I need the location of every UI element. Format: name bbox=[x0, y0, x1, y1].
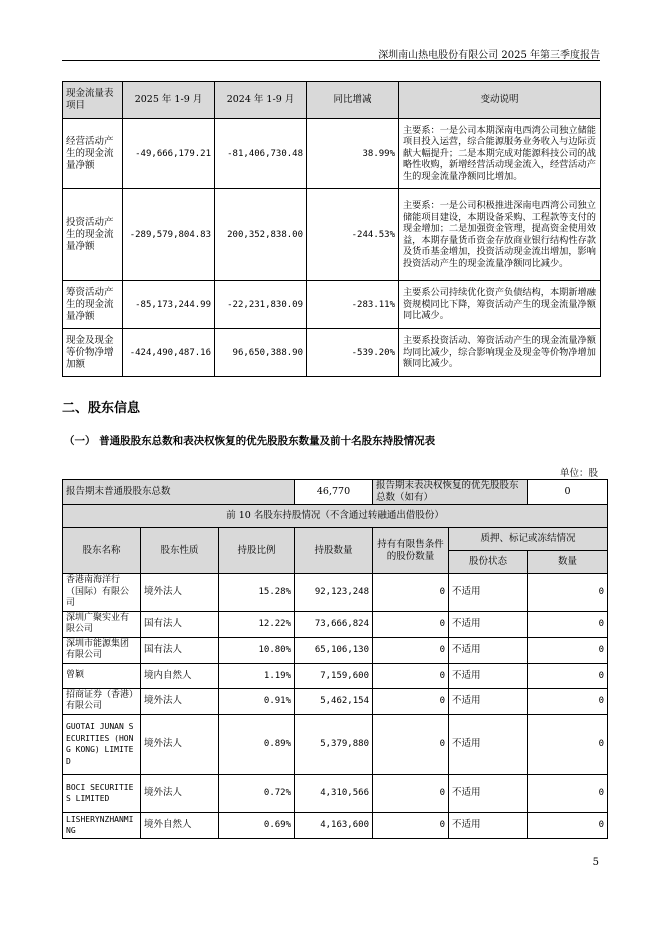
shareholder-table bbox=[62, 479, 608, 839]
holder-ratio: 12.22% bbox=[219, 611, 295, 637]
total-holders-row bbox=[63, 480, 608, 505]
holder-qty: 5,379,880 bbox=[295, 714, 373, 774]
row-description: 主要系：一是公司本期深南电西湾公司独立储能项目投入运营，综合能源服务业务收入与边际贡献大幅提升；二是本期完成对能源科技公司的战略性收购，新增经营活动现金流入，经营活动产生的现金流量净额同比增加。 bbox=[399, 119, 601, 189]
row-previous: -22,231,830.09 bbox=[215, 281, 307, 329]
holder-count: 0 bbox=[528, 774, 608, 812]
top10-title-row bbox=[63, 505, 608, 528]
row-previous: 200,352,838.00 bbox=[215, 189, 307, 281]
cashflow-header-row bbox=[63, 82, 601, 119]
holder-restricted: 0 bbox=[373, 774, 449, 812]
col-item: 现金流量表项目 bbox=[63, 82, 123, 119]
table-row bbox=[63, 574, 608, 612]
holder-nature: 境外法人 bbox=[141, 688, 219, 714]
table-row bbox=[63, 329, 601, 377]
holder-nature: 国有法人 bbox=[141, 611, 219, 637]
table-row bbox=[63, 774, 608, 812]
row-change: -244.53% bbox=[307, 189, 399, 281]
table-row bbox=[63, 812, 608, 838]
holder-restricted: 0 bbox=[373, 663, 449, 688]
row-current: -85,173,244.99 bbox=[123, 281, 215, 329]
holder-restricted: 0 bbox=[373, 812, 449, 838]
col-share-status: 股份状态 bbox=[449, 551, 528, 574]
page-number: 5 bbox=[592, 857, 599, 868]
row-current: -49,666,179.21 bbox=[123, 119, 215, 189]
holder-nature: 境外自然人 bbox=[141, 812, 219, 838]
preferred-holders-label: 报告期末表决权恢复的优先股股东总数（如有） bbox=[373, 480, 528, 505]
holder-nature: 境外法人 bbox=[141, 714, 219, 774]
row-item: 筹资活动产生的现金流量净额 bbox=[63, 281, 123, 329]
holder-status: 不适用 bbox=[449, 637, 528, 663]
cashflow-table bbox=[62, 81, 601, 377]
holder-name: 深圳广聚实业有限公司 bbox=[63, 611, 141, 637]
holder-name: 深圳市能源集团有限公司 bbox=[63, 637, 141, 663]
row-current: -289,579,804.83 bbox=[123, 189, 215, 281]
holder-qty: 65,106,130 bbox=[295, 637, 373, 663]
row-change: -539.20% bbox=[307, 329, 399, 377]
holder-name: 招商证券（香港）有限公司 bbox=[63, 688, 141, 714]
holder-name: GUOTAI JUNAN SECURITIES (HONG KONG) LIMITED bbox=[63, 714, 141, 774]
holder-name: 香港南海洋行（国际）有限公司 bbox=[63, 574, 141, 612]
col-holder-nature: 股东性质 bbox=[141, 528, 219, 574]
holder-count: 0 bbox=[528, 714, 608, 774]
col-description: 变动说明 bbox=[399, 82, 601, 119]
row-change: -283.11% bbox=[307, 281, 399, 329]
holder-ratio: 1.19% bbox=[219, 663, 295, 688]
holder-qty: 73,666,824 bbox=[295, 611, 373, 637]
holder-qty: 92,123,248 bbox=[295, 574, 373, 612]
holder-ratio: 0.89% bbox=[219, 714, 295, 774]
row-current: -424,490,487.16 bbox=[123, 329, 215, 377]
row-description: 主要系：一是公司积极推进深南电西湾公司独立储能项目建设，本期设备采购、工程款等支付的现金增加；二是加强资金管理，提高资金使用效益，本期存量货币资金存放商业银行结构性存款及货币基金增加，投资活动现金流出增加，影响投资活动产生的现金流量净额同比减少。 bbox=[399, 189, 601, 281]
section-subtitle: （一） 普通股股东总数和表决权恢复的优先股股东数量及前十名股东持股情况表 bbox=[64, 435, 436, 447]
holder-qty: 4,163,600 bbox=[295, 812, 373, 838]
row-previous: -81,406,730.48 bbox=[215, 119, 307, 189]
holder-ratio: 0.91% bbox=[219, 688, 295, 714]
holder-status: 不适用 bbox=[449, 774, 528, 812]
col-pledge-count: 数量 bbox=[528, 551, 608, 574]
row-description: 主要系公司持续优化资产负债结构，本期新增融资规模同比下降，筹资活动产生的现金流量净额同比减少。 bbox=[399, 281, 601, 329]
holder-count: 0 bbox=[528, 663, 608, 688]
holder-status: 不适用 bbox=[449, 611, 528, 637]
holder-ratio: 10.80% bbox=[219, 637, 295, 663]
holder-status: 不适用 bbox=[449, 812, 528, 838]
holder-nature: 国有法人 bbox=[141, 637, 219, 663]
holder-status: 不适用 bbox=[449, 663, 528, 688]
page-header: 深圳南山热电股份有限公司 2025 年第三季度报告 bbox=[378, 50, 600, 61]
row-previous: 96,650,388.90 bbox=[215, 329, 307, 377]
holder-status: 不适用 bbox=[449, 574, 528, 612]
table-row bbox=[63, 663, 608, 688]
holder-restricted: 0 bbox=[373, 611, 449, 637]
holder-nature: 境外法人 bbox=[141, 574, 219, 612]
table-row bbox=[63, 611, 608, 637]
header-row-1 bbox=[63, 528, 608, 551]
holder-nature: 境内自然人 bbox=[141, 663, 219, 688]
row-description: 主要系投资活动、筹资活动产生的现金流量净额均同比减少，综合影响现金及现金等价物净增加额同比减少。 bbox=[399, 329, 601, 377]
holder-name: LISHERYNZHANMING bbox=[63, 812, 141, 838]
col-restricted-shares: 持有有限售条件的股份数量 bbox=[373, 528, 449, 574]
holder-ratio: 0.72% bbox=[219, 774, 295, 812]
col-holder-name: 股东名称 bbox=[63, 528, 141, 574]
row-change: 38.99% bbox=[307, 119, 399, 189]
col-pledge-group: 质押、标记或冻结情况 bbox=[449, 528, 608, 551]
holder-count: 0 bbox=[528, 611, 608, 637]
holder-status: 不适用 bbox=[449, 688, 528, 714]
row-item: 经营活动产生的现金流量净额 bbox=[63, 119, 123, 189]
holder-count: 0 bbox=[528, 812, 608, 838]
holder-restricted: 0 bbox=[373, 688, 449, 714]
holder-name: BOCI SECURITIES LIMITED bbox=[63, 774, 141, 812]
col-previous: 2024 年 1-9 月 bbox=[215, 82, 307, 119]
holder-restricted: 0 bbox=[373, 574, 449, 612]
row-item: 现金及现金等价物净增加额 bbox=[63, 329, 123, 377]
holder-qty: 7,159,600 bbox=[295, 663, 373, 688]
holder-ratio: 15.28% bbox=[219, 574, 295, 612]
holder-nature: 境外法人 bbox=[141, 774, 219, 812]
holder-status: 不适用 bbox=[449, 714, 528, 774]
holder-ratio: 0.69% bbox=[219, 812, 295, 838]
table-row bbox=[63, 281, 601, 329]
table-row bbox=[63, 119, 601, 189]
total-holders-value: 46,770 bbox=[295, 480, 373, 505]
preferred-holders-value: 0 bbox=[528, 480, 608, 505]
holder-count: 0 bbox=[528, 688, 608, 714]
col-holding-ratio: 持股比例 bbox=[219, 528, 295, 574]
holder-qty: 5,462,154 bbox=[295, 688, 373, 714]
table-row bbox=[63, 714, 608, 774]
col-holding-qty: 持股数量 bbox=[295, 528, 373, 574]
holder-count: 0 bbox=[528, 637, 608, 663]
table-row bbox=[63, 189, 601, 281]
section-title: 二、股东信息 bbox=[62, 401, 141, 416]
holder-name: 曾颖 bbox=[63, 663, 141, 688]
holder-qty: 4,310,566 bbox=[295, 774, 373, 812]
total-holders-label: 报告期末普通股股东总数 bbox=[63, 480, 295, 505]
table-row bbox=[63, 688, 608, 714]
col-current: 2025 年 1-9 月 bbox=[123, 82, 215, 119]
table-row bbox=[63, 637, 608, 663]
holder-restricted: 0 bbox=[373, 714, 449, 774]
header-divider bbox=[62, 60, 600, 61]
unit-label: 单位：股 bbox=[559, 468, 598, 479]
top10-title: 前 10 名股东持股情况（不含通过转融通出借股份） bbox=[63, 505, 608, 528]
row-item: 投资活动产生的现金流量净额 bbox=[63, 189, 123, 281]
col-change: 同比增减 bbox=[307, 82, 399, 119]
holder-count: 0 bbox=[528, 574, 608, 612]
holder-restricted: 0 bbox=[373, 637, 449, 663]
